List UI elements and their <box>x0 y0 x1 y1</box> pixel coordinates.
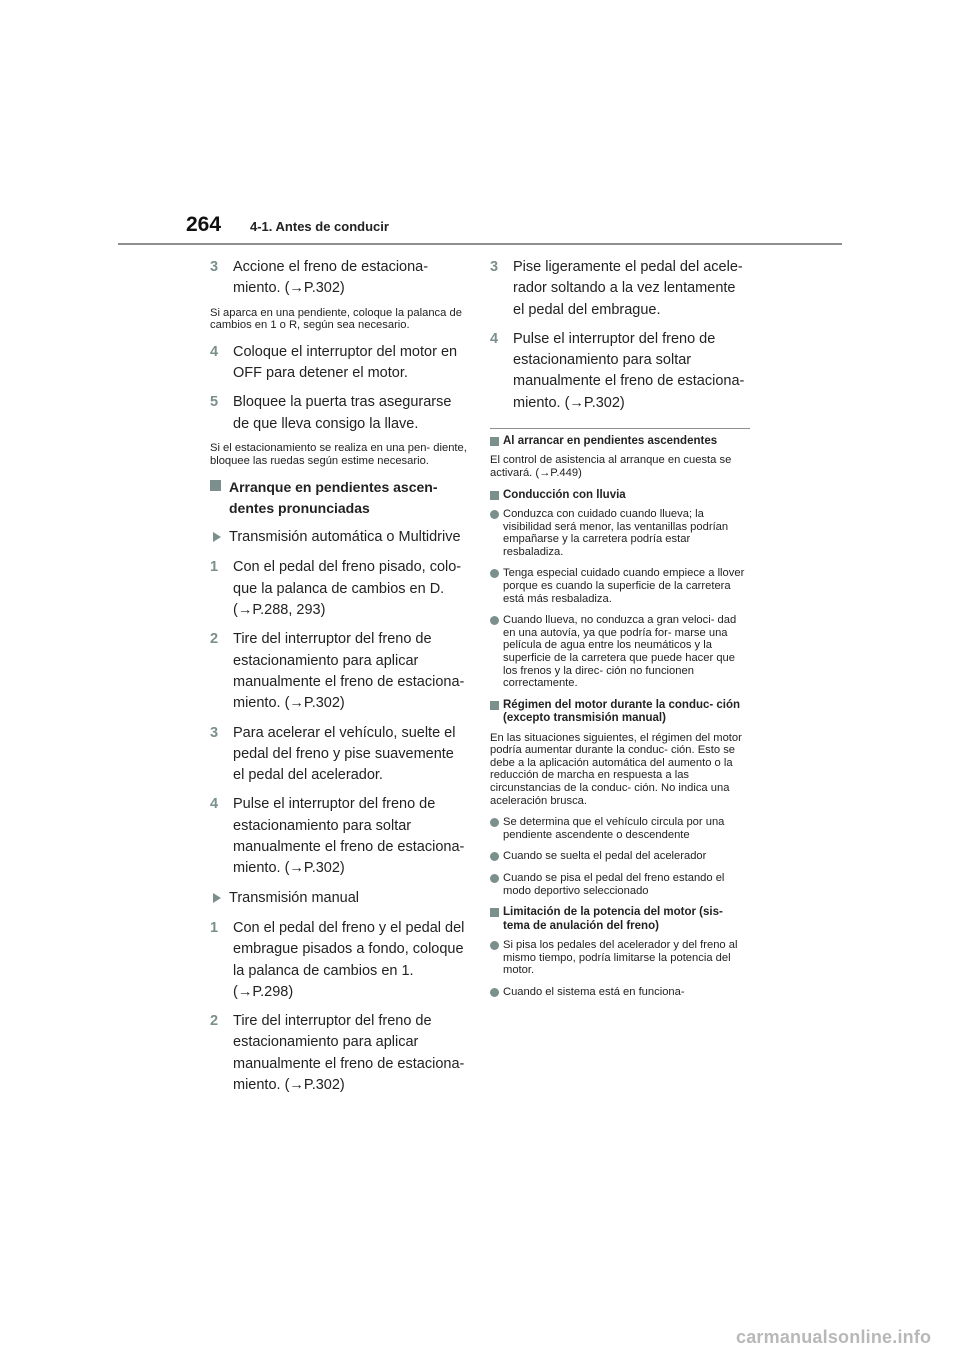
step-item <box>210 918 468 1003</box>
circle-bullet-icon <box>490 852 499 861</box>
step-text: Con el pedal del freno pisado, colo- que la palanca de cambios en D. (→P.288, 293) <box>233 559 462 619</box>
step-text: Pise ligeramente el pedal del acele- rador soltando a la vez lentamente el pedal del embrague. <box>513 259 743 318</box>
step-text: Con el pedal del freno y el pedal del embrague pisados a fondo, coloque la palanca de cambios en 1. (→P.298) <box>233 919 465 1000</box>
info-heading <box>490 489 750 502</box>
step-number: 4 <box>490 330 499 347</box>
page-number: 264 <box>186 213 222 236</box>
step-item <box>210 794 468 879</box>
bullet-text: Cuando el sistema está en funciona- <box>503 985 685 998</box>
right-column <box>490 257 750 1007</box>
step-text: Coloque el interruptor del motor en OFF para detener el motor. <box>233 343 458 382</box>
note-text: Si aparca en una pendiente, coloque la palanca de cambios en 1 o R, según sea necesario. <box>210 306 462 332</box>
info-heading-text: Al arrancar en pendientes ascendentes <box>503 435 718 448</box>
triangle-bullet-icon <box>213 893 221 903</box>
square-bullet-icon <box>210 480 221 491</box>
circle-bullet-icon <box>490 874 499 883</box>
step-number: 2 <box>210 1013 219 1030</box>
bullet-text: Cuando se suelta el pedal del acelerador <box>503 850 707 863</box>
step-number: 1 <box>210 919 219 936</box>
bullet-item <box>490 816 750 841</box>
watermark: carmanualsonline.info <box>736 1327 932 1347</box>
info-text: El control de asistencia al arranque en cuesta se activará. (→P.449) <box>490 454 732 480</box>
subsection-label-text: Transmisión automática o Multidrive <box>229 529 461 546</box>
triangle-bullet-icon <box>213 532 221 542</box>
step-item <box>490 257 750 321</box>
bullet-text: Si pisa los pedales del acelerador y del freno al mismo tiempo, podría limitarse la potencia del motor. <box>503 938 738 977</box>
info-heading-text: Limitación de la potencia del motor (sis- tema de anulación del freno) <box>503 906 723 932</box>
square-bullet-icon <box>490 908 499 917</box>
step-item <box>210 723 468 787</box>
bullet-item <box>490 872 750 897</box>
subsection-label-text: Transmisión manual <box>229 889 360 906</box>
bullet-item <box>490 939 750 977</box>
circle-bullet-icon <box>490 941 499 950</box>
bullet-text: Conduzca con cuidado cuando llueva; la visibilidad será menor, las ventanillas podrían empañarse y la carretera podría estar resbaladiza. <box>503 508 729 558</box>
step-number: 3 <box>210 724 219 741</box>
step-text: Tire del interruptor del freno de estacionamiento para aplicar manualmente el freno de estaciona- miento. (→P.302) <box>233 1013 465 1093</box>
info-heading <box>490 435 750 448</box>
section-heading-text: Arranque en pendientes ascen- dentes pronunciadas <box>229 479 438 517</box>
note-text: Si el estacionamiento se realiza en una pen- diente, bloquee las ruedas según estime necesario. <box>210 441 467 467</box>
step-item <box>210 342 468 385</box>
square-bullet-icon <box>490 701 499 710</box>
step-item <box>210 392 468 435</box>
step-text: Pulse el interruptor del freno de estacionamiento para soltar manualmente el freno de estaciona- miento. (→P.302) <box>513 330 745 411</box>
subsection-label <box>210 888 468 909</box>
bullet-item <box>490 614 750 690</box>
step-number: 4 <box>210 796 219 813</box>
info-text: En las situaciones siguientes, el régimen del motor podría aumentar durante la conduc- ción. Esto se debe a la aplicación automática del aumento o la reducción de marcha en respuesta a las circunstancias de la conduc- ción. No indica una aceleración brusca. <box>490 731 742 807</box>
circle-bullet-icon <box>490 510 499 519</box>
circle-bullet-icon <box>490 616 499 625</box>
step-number: 2 <box>210 631 219 648</box>
step-number: 4 <box>210 343 219 360</box>
step-item <box>490 329 750 414</box>
bullet-item <box>490 986 750 999</box>
info-heading <box>490 906 750 933</box>
section-heading <box>210 477 468 519</box>
section-divider <box>490 428 750 429</box>
step-text: Tire del interruptor del freno de estacionamiento para aplicar manualmente el freno de estaciona- miento. (→P.302) <box>233 631 465 712</box>
step-item <box>210 257 468 300</box>
circle-bullet-icon <box>490 988 499 997</box>
bullet-text: Se determina que el vehículo circula por una pendiente ascendente o descendente <box>503 816 725 841</box>
circle-bullet-icon <box>490 818 499 827</box>
step-item <box>210 629 468 714</box>
info-heading <box>490 699 750 726</box>
circle-bullet-icon <box>490 569 499 578</box>
info-heading-text: Conducción con lluvia <box>503 488 626 501</box>
square-bullet-icon <box>490 491 499 500</box>
bullet-item <box>490 567 750 605</box>
square-bullet-icon <box>490 437 499 446</box>
section-title: 4-1. Antes de conducir <box>250 219 389 234</box>
bullet-text: Tenga especial cuidado cuando empiece a llover porque es cuando la superficie de la carretera está más resbaladiza. <box>503 567 745 605</box>
left-column <box>210 257 468 1104</box>
step-text: Accione el freno de estaciona- miento. (→P.302) <box>233 259 429 297</box>
bullet-text: Cuando llueva, no conduzca a gran veloci- dad en una autovía, ya que podría for- marse una película de agua entre los neumáticos y la superficie de la carretera que puede hacer que los frenos y la direc- ción no funcionen correctamente. <box>503 614 737 690</box>
step-text: Para acelerar el vehículo, suelte el pedal del freno y pise suavemente el pedal del acelerador. <box>233 724 456 784</box>
step-item <box>210 1011 468 1096</box>
step-number: 3 <box>210 259 219 275</box>
step-text: Bloquee la puerta tras asegurarse de que lleva consigo la llave. <box>233 394 452 432</box>
bullet-item <box>490 508 750 558</box>
step-text: Pulse el interruptor del freno de estacionamiento para soltar manualmente el freno de estaciona- miento. (→P.302) <box>233 796 465 877</box>
bullet-text: Cuando se pisa el pedal del freno estando el modo deportivo seleccionado <box>503 871 725 897</box>
step-item <box>210 557 468 621</box>
subsection-label <box>210 527 468 548</box>
step-number: 3 <box>490 259 499 275</box>
bullet-item <box>490 850 750 863</box>
step-number: 1 <box>210 559 219 576</box>
info-heading-text: Régimen del motor durante la conduc- ción (excepto transmisión manual) <box>503 698 741 725</box>
header-divider <box>118 243 842 245</box>
step-number: 5 <box>210 394 219 411</box>
